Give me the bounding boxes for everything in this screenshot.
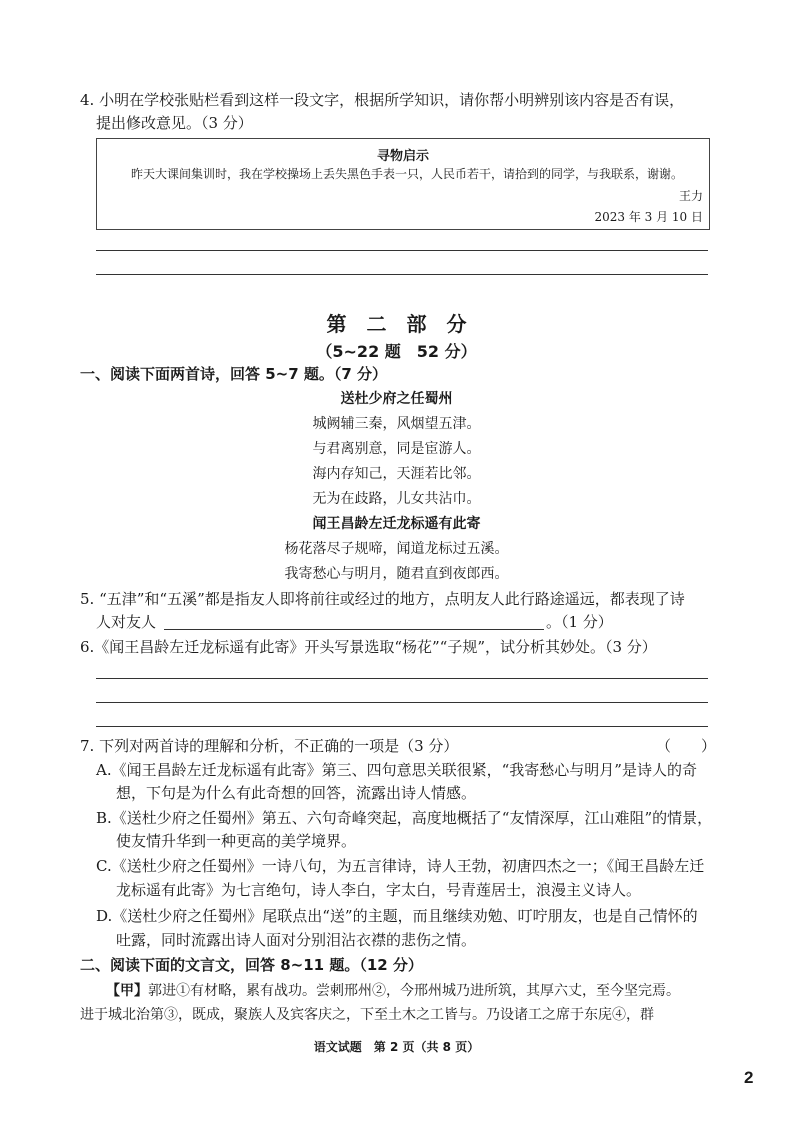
- part-subtitle: （5~22 题 52 分）: [316, 342, 477, 361]
- notice-date: 2023 年 3 月 10 日: [594, 210, 703, 224]
- poem1-line: 城阙辅三秦，风烟望五津。: [312, 416, 481, 432]
- q7-option-c-cont: 龙标遥有此寄》为七言绝句，诗人李白，字太白，号青莲居士，浪漫主义诗人。: [116, 881, 642, 899]
- section2-heading: 二、阅读下面的文言文，回答 8~11 题。（12 分）: [80, 956, 423, 974]
- q4-line2: 提出修改意见。（3 分）: [96, 114, 253, 132]
- notice-body: 昨天大课间集训时，我在学校操场上丢失黑色手表一只，人民币若干，请拾到的同学，与我联系，谢谢。: [131, 167, 684, 181]
- fill-blank[interactable]: [164, 629, 544, 630]
- q7-answer-paren[interactable]: （ ）: [656, 737, 717, 755]
- poem1-line: 与君离别意，同是宦游人。: [312, 441, 481, 457]
- passage-text: 郭进①有材略，累有战功。尝刺邢州②，今邢州城乃进所筑，其厚六丈，至今坚完焉。: [148, 983, 680, 999]
- q5-line2-prefix: 人对友人: [96, 613, 157, 631]
- notice-signature: 王力: [678, 189, 703, 203]
- poem1-line: 无为在歧路，儿女共沾巾。: [312, 491, 481, 507]
- q5-line2-suffix: 。（1 分）: [546, 613, 613, 631]
- q7-option-c: C.《送杜少府之任蜀州》一诗八句，为五言律诗，诗人王勃，初唐四杰之一；《闻王昌龄左迁: [96, 857, 705, 875]
- poem2-title: 闻王昌龄左迁龙标遥有此寄: [312, 516, 481, 532]
- poem2-line: 我寄愁心与明月，随君直到夜郎西。: [284, 566, 509, 582]
- answer-line: [96, 678, 708, 679]
- poem1-title: 送杜少府之任蜀州: [340, 391, 453, 407]
- passage-jia-label: 【甲】: [106, 983, 148, 999]
- answer-line: [96, 274, 708, 275]
- classical-text-line1: [106, 981, 680, 1001]
- q6-line1: 6.《闻王昌龄左迁龙标遥有此寄》开头写景选取“杨花”“子规”，试分析其妙处。（3 分）: [80, 638, 657, 656]
- q4-line1: 4. 小明在学校张贴栏看到这样一段文字，根据所学知识，请你帮小明辨别该内容是否有误，: [80, 91, 685, 109]
- q5-line1: 5. “五津”和“五溪”都是指友人即将前往或经过的地方，点明友人此行路途遥远，都表现了诗: [80, 590, 685, 608]
- q7-option-b-cont: 使友情升华到一种更高的美学境界。: [116, 832, 357, 850]
- answer-line: [96, 250, 708, 251]
- q7-option-d: D.《送杜少府之任蜀州》尾联点出“送”的主题，而且继续劝勉、叮咛朋友，也是自己情怀的: [96, 907, 698, 925]
- q7-stem: 7. 下列对两首诗的理解和分析，不正确的一项是（3 分）: [80, 737, 459, 755]
- answer-line: [96, 726, 708, 727]
- part-title: 第 二 部 分: [326, 312, 467, 336]
- poem1-line: 海内存知己，天涯若比邻。: [312, 466, 481, 482]
- lost-notice-box: [96, 138, 710, 230]
- q7-option-a-cont: 想，下句是为什么有此奇想的回答，流露出诗人情感。: [116, 784, 477, 802]
- poem2-line: 杨花落尽子规啼，闻道龙标过五溪。: [284, 541, 509, 557]
- q7-option-d-cont: 吐露，同时流露出诗人面对分别泪沾衣襟的悲伤之情。: [116, 931, 477, 949]
- section1-heading: 一、阅读下面两首诗，回答 5~7 题。（7 分）: [80, 365, 388, 383]
- notice-title: 寻物启示: [376, 149, 429, 164]
- classical-text-line2: 进于城北治第③，既成，聚族人及宾客庆之，下至土木之工皆与。乃设诸工之席于东庑④，群: [80, 1007, 654, 1023]
- answer-line: [96, 702, 708, 703]
- page-number: 2: [744, 1068, 754, 1087]
- q7-option-b: B.《送杜少府之任蜀州》第五、六句奇峰突起，高度地概括了“友情深厚，江山难阻”的情景，: [96, 809, 713, 827]
- page-footer: 语文试题 第 2 页（共 8 页）: [313, 1040, 480, 1054]
- q7-option-a: A.《闻王昌龄左迁龙标遥有此寄》第三、四句意思关联很紧，“我寄愁心与明月”是诗人的奇: [96, 761, 697, 779]
